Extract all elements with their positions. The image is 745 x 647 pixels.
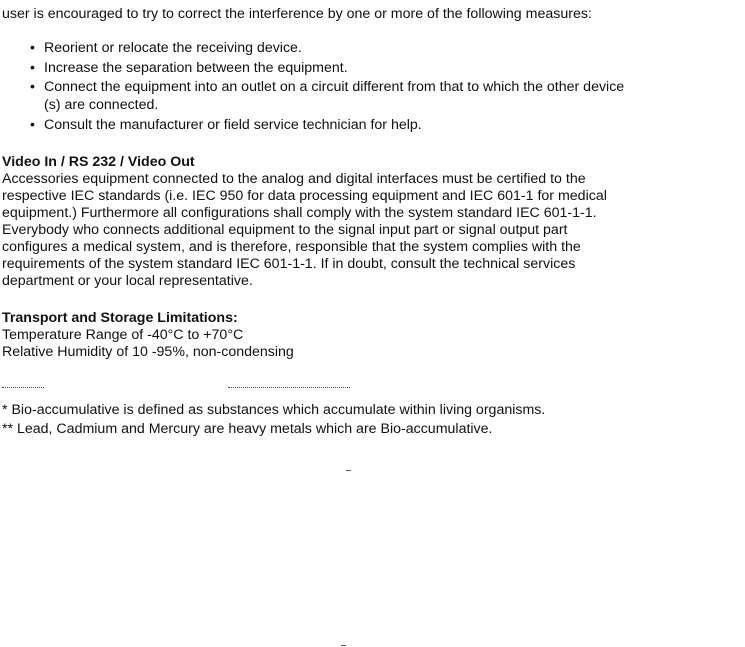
measure-item: • Reorient or relocate the receiving device. [30, 40, 302, 56]
scan-mark [341, 645, 346, 646]
transport-section-line: Temperature Range of -40°C to +70°C [2, 327, 244, 343]
footnote-separator [2, 387, 44, 388]
video-section-line: department or your local representative. [2, 273, 253, 289]
transport-section-line: Relative Humidity of 10 -95%, non-condensing [2, 344, 294, 360]
footnote: * Bio-accumulative is defined as substances which accumulate within living organisms. [2, 402, 546, 418]
video-section-line: Accessories equipment connected to the analog and digital interfaces must be certified to the [2, 171, 586, 187]
measure-item: • Consult the manufacturer or field service technician for help. [30, 117, 422, 133]
measure-item-continuation: (s) are connected. [44, 97, 159, 113]
measure-item: • Increase the separation between the equipment. [30, 60, 348, 76]
footnote-separator [228, 387, 350, 388]
footnote: ** Lead, Cadmium and Mercury are heavy metals which are Bio-accumulative. [2, 421, 493, 437]
video-section-heading: Video In / RS 232 / Video Out [2, 154, 195, 170]
video-section-line: equipment.) Furthermore all configurations shall comply with the system standard IEC 601-1-1. [2, 205, 597, 221]
video-section-line: Everybody who connects additional equipment to the signal input part or signal output part [2, 222, 568, 238]
video-section-line: requirements of the system standard IEC 601-1-1. If in doubt, consult the technical services [2, 256, 576, 272]
measure-item: • Connect the equipment into an outlet on a circuit different from that to which the other device [30, 79, 625, 95]
video-section-line: configures a medical system, and is therefore, responsible that the system complies with the [2, 239, 581, 255]
transport-section-heading: Transport and Storage Limitations: [2, 310, 238, 326]
video-section-line: respective IEC standards (i.e. IEC 950 for data processing equipment and IEC 601-1 for medical [2, 188, 607, 204]
scan-mark [346, 470, 351, 471]
intro-text: user is encouraged to try to correct the interference by one or more of the following measures: [2, 6, 592, 22]
